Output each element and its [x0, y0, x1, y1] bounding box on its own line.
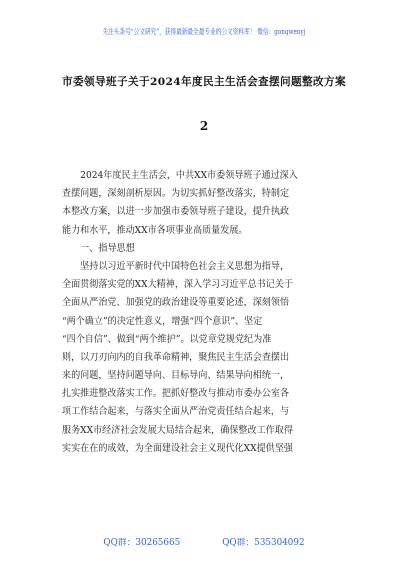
body-line: 2024年度民主生活会，中共XX市委领导班子通过深入 [62, 170, 298, 181]
body-line: 查摆问题，深刻剖析原因。为切实抓好整改落实，特制定 [62, 188, 290, 200]
body-line: 全面贯彻落实党的XX大精神，深入学习习近平总书记关于 [62, 279, 293, 291]
body-line: 坚持以习近平新时代中国特色社会主义思想为指导， [62, 260, 290, 272]
body-line: 来的问题，坚持问题导向、目标导向、结果导向相统一， [62, 370, 290, 382]
body-line: 实实在在的成效，为全面建设社会主义现代化XX提供坚强 [62, 442, 293, 454]
qq-group-1: QQ群：30265665 [103, 538, 181, 548]
body-line: 扎实推进整改落实工作。把抓好整改与推动市委办公室各 [62, 388, 290, 400]
body-line: 项工作结合起来，与落实全面从严治党责任结合起来，与 [62, 406, 290, 418]
body-line: “四个自信”、做到“两个维护”。以党章党规党纪为准 [62, 333, 272, 345]
body-line: 则，以刀刃向内的自我革命精神，聚焦民主生活会查摆出 [62, 351, 290, 363]
document-number: 2 [199, 119, 209, 133]
body-line: 能力和水平，推动XX市各项事业高质量发展。 [62, 224, 248, 236]
body-line: 本整改方案，以进一步加强市委领导班子建设，提升执政 [62, 206, 290, 218]
document-title: 市委领导班子关于2024年度民主生活会查摆问题整改方案 [62, 76, 346, 88]
body-line: “两个确立”的决定性意义，增强“四个意识”、坚定 [62, 315, 263, 327]
body-line: 服务XX市经济社会发展大局结合起来，确保整改工作取得 [62, 424, 293, 436]
header-promo-banner: 关注头条号“公文研究”，获得最新最全最专业的公文资料库！ 微信：gongwenyj [102, 27, 306, 36]
section-heading: 一、指导思想 [62, 242, 135, 254]
footer-contact [0, 535, 408, 548]
document-body [62, 167, 362, 458]
body-line: 全面从严治党、加强党的政治建设等重要论述，深刻领悟 [62, 297, 290, 309]
qq-group-2: QQ群：535304092 [222, 538, 305, 548]
